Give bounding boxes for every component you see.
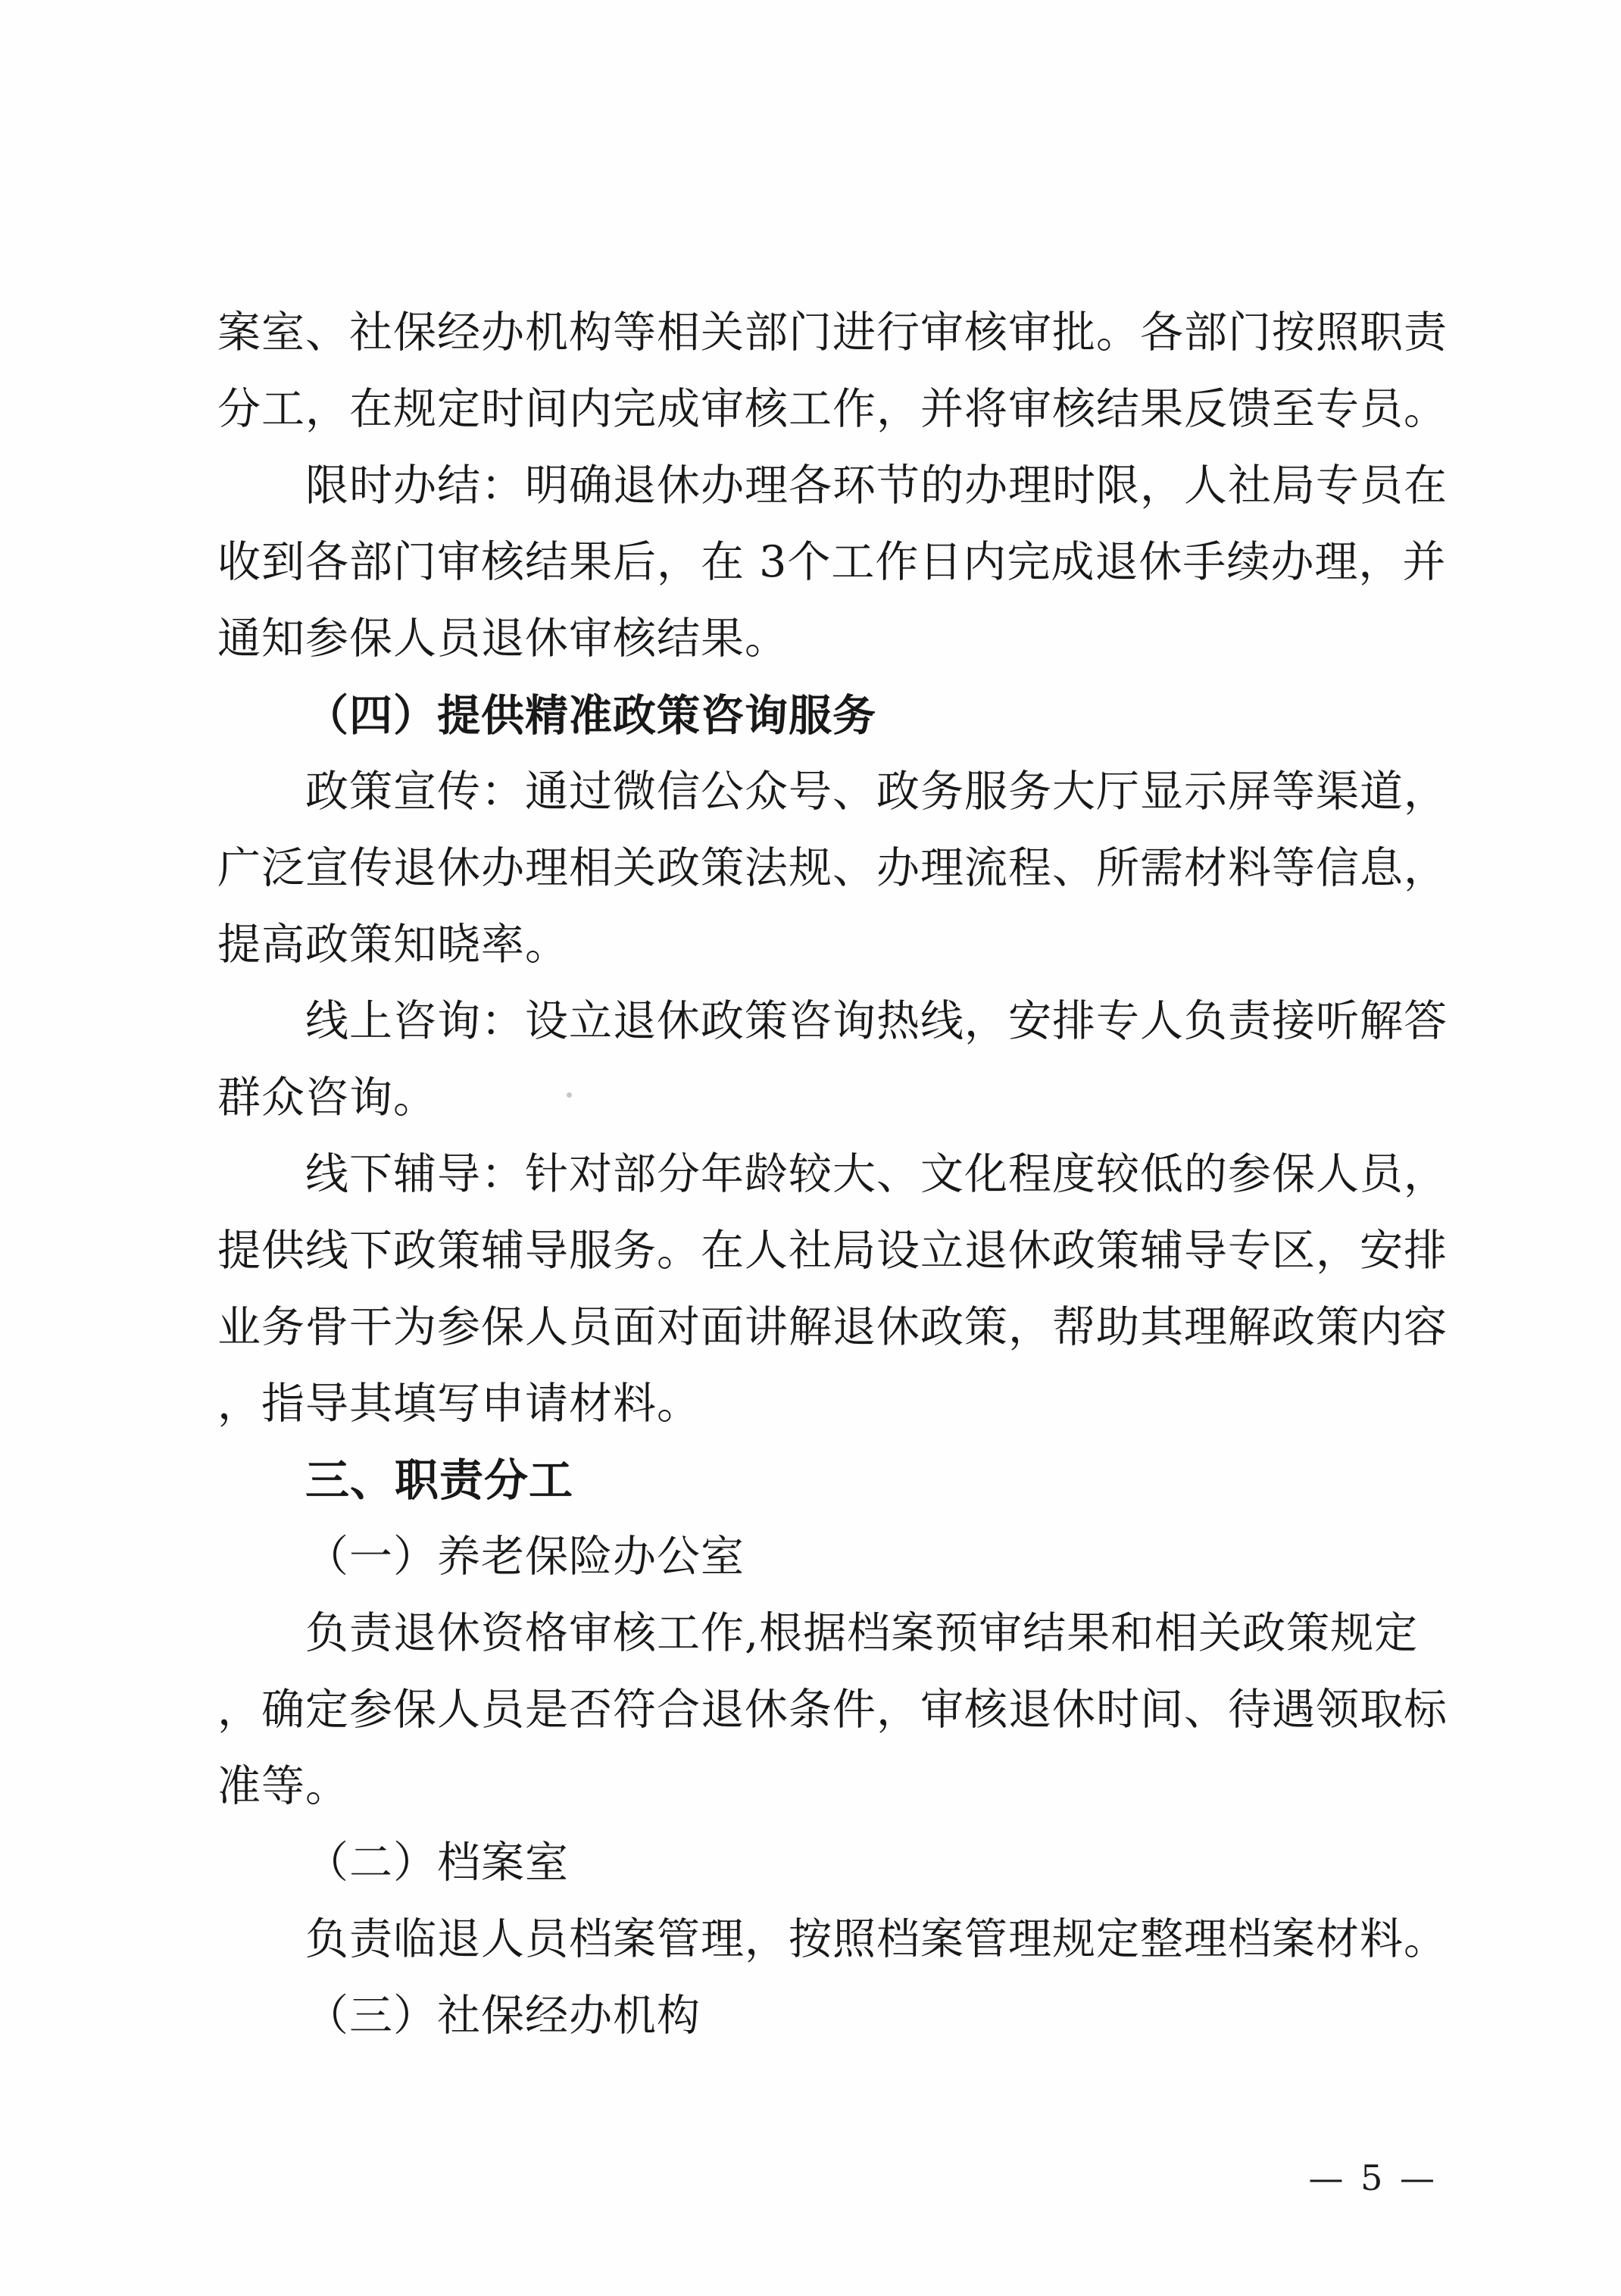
text-line: 通知参保人员退休审核结果。	[217, 614, 789, 664]
text-line: 收到各部门审核结果后，在 3个工作日内完成退休手续办理，并	[217, 537, 1447, 587]
document-text-block	[217, 295, 1451, 2054]
text-line: 线上咨询：设立退休政策咨询热线，安排专人负责接听解答	[305, 996, 1448, 1046]
text-line: 限时办结：明确退休办理各环节的办理时限，人社局专员在	[305, 461, 1448, 511]
text-line: 广泛宣传退休办理相关政策法规、办理流程、所需材料等信息，	[217, 843, 1448, 893]
text-line: 政策宣传：通过微信公众号、政务服务大厅显示屏等渠道，	[305, 767, 1448, 817]
text-line: 提高政策知晓率。	[217, 920, 569, 970]
page-number: — 5 —	[1308, 2157, 1438, 2198]
heading-line: （二）档案室	[305, 1838, 569, 1888]
text-line: 案室、社保经办机构等相关部门进行审核审批。各部门按照职责	[217, 308, 1448, 358]
text-line: 负责临退人员档案管理，按照档案管理规定整理档案材料。	[305, 1914, 1448, 1964]
scan-artifact-dot	[567, 1092, 572, 1098]
text-line: 分工，在规定时间内完成审核工作，并将审核结果反馈至专员。	[217, 384, 1448, 434]
heading-line: （三）社保经办机构	[305, 1991, 701, 2041]
text-line: 群众咨询。	[217, 1073, 437, 1123]
text-line: 提供线下政策辅导服务。在人社局设立退休政策辅导专区，安排	[217, 1226, 1448, 1276]
text-line: 负责退休资格审核工作,根据档案预审结果和相关政策规定	[305, 1608, 1419, 1658]
text-line: ，指导其填写申请材料。	[217, 1379, 701, 1429]
heading-line: （一）养老保险办公室	[305, 1532, 745, 1582]
heading-line: 三、职责分工	[305, 1454, 574, 1506]
heading-line: （四）提供精准政策咨询服务	[305, 690, 876, 741]
text-line: 准等。	[217, 1761, 349, 1811]
text-line: 业务骨干为参保人员面对面讲解退休政策，帮助其理解政策内容	[217, 1302, 1448, 1352]
text-line: 线下辅导：针对部分年龄较大、文化程度较低的参保人员，	[305, 1149, 1448, 1199]
text-line: ，确定参保人员是否符合退休条件，审核退休时间、待遇领取标	[217, 1685, 1448, 1735]
